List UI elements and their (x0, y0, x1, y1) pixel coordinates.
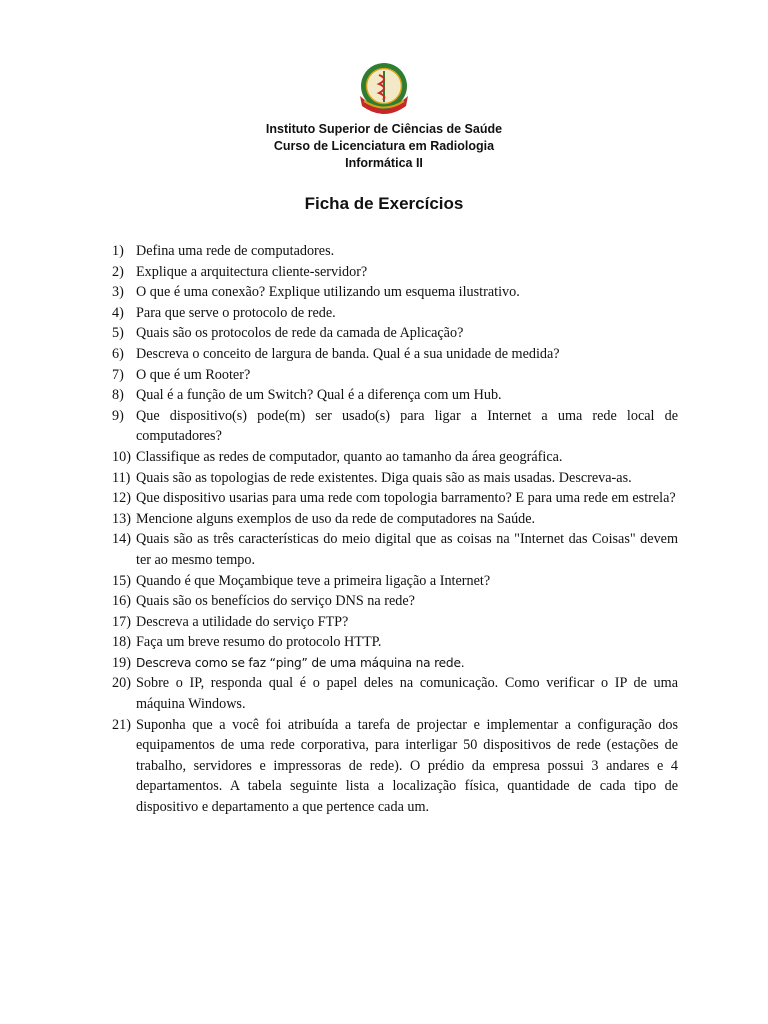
question-item (112, 632, 678, 653)
question-text: Qual é a função de um Switch? Qual é a diferença com um Hub. (136, 387, 502, 404)
question-item (112, 488, 678, 509)
question-item (112, 406, 678, 447)
question-item (112, 571, 678, 592)
question-text: Descreva a utilidade do serviço FTP? (136, 613, 349, 630)
question-text: Quais são as três características do meio digital que as coisas na "Internet das Coisas" devem ter ao mesmo tempo. (136, 531, 678, 568)
question-text: Defina uma rede de computadores. (136, 243, 335, 259)
question-text: Que dispositivo usarias para uma rede com topologia barramento? E para uma rede em estrela? (136, 490, 676, 507)
question-item (112, 673, 678, 714)
question-text: Para que serve o protocolo de rede. (136, 304, 336, 321)
question-text: O que é um Rooter? (136, 366, 251, 383)
question-text: Sobre o IP, responda qual é o papel deles na comunicação. Como verificar o IP de uma máquina Windows. (136, 675, 678, 713)
question-number: 13) (112, 510, 131, 527)
question-number: 12) (112, 490, 131, 507)
question-number: 11) (112, 469, 131, 486)
question-number: 21) (112, 716, 131, 733)
question-number: 10) (112, 448, 131, 465)
course-name: Curso de Licenciatura em Radiologia (273, 139, 495, 153)
question-text: Que dispositivo(s) pode(m) ser usado(s) para ligar a Internet a uma rede local de computadores? (136, 407, 678, 445)
question-item (112, 344, 678, 365)
question-item (112, 529, 678, 570)
question-text: Classifique as redes de computador, quanto ao tamanho da área geográfica. (136, 448, 563, 465)
question-item (112, 447, 678, 468)
question-number: 1) (112, 243, 124, 259)
question-item (112, 365, 678, 386)
question-item (112, 468, 678, 489)
institution-logo (355, 60, 413, 118)
question-number: 17) (112, 613, 131, 630)
question-list (112, 241, 678, 818)
question-text: Descreva como se faz “ping” de uma máquina na rede. (136, 655, 465, 670)
question-text: Quais são as topologias de rede existentes. Diga quais são as mais usadas. Descreva-as. (136, 469, 632, 486)
question-item (112, 385, 678, 406)
question-text: Mencione alguns exemplos de uso da rede de computadores na Saúde. (136, 510, 536, 527)
question-number: 5) (112, 325, 124, 342)
question-number: 14) (112, 531, 131, 548)
question-text: Suponha que a você foi atribuída a tarefa de projectar e implementar a configuração dos equipamentos de uma rede corporativa, para interligar 50 dispositivos de rede (estações de trabalho, servidores e impressoras de rede). O prédio da empresa possui 3 andares e 4 departamentos. A tabela seguinte lista a localização física, quantidade de cada tipo de dispositivo e departamento a que pertence cada um. (136, 716, 678, 816)
question-item (112, 323, 678, 344)
question-text: Faça um breve resumo do protocolo HTTP. (136, 634, 382, 651)
institution-name: Instituto Superior de Ciências de Saúde (265, 122, 503, 136)
document-header (0, 121, 768, 172)
question-item (112, 282, 678, 303)
question-number: 8) (112, 387, 124, 404)
question-number: 16) (112, 593, 131, 610)
question-item (112, 612, 678, 633)
question-item (112, 591, 678, 612)
question-text: Quando é que Moçambique teve a primeira ligação a Internet? (136, 572, 491, 589)
question-number: 18) (112, 634, 131, 651)
document-title: Ficha de Exercícios (304, 194, 464, 213)
question-text: O que é uma conexão? Explique utilizando um esquema ilustrativo. (136, 284, 520, 301)
question-item (112, 303, 678, 324)
question-number: 4) (112, 304, 124, 321)
question-number: 19) (112, 654, 131, 671)
subject-name: Informática II (345, 156, 423, 170)
question-number: 2) (112, 263, 124, 280)
question-number: 9) (112, 407, 124, 424)
question-text: Descreva o conceito de largura de banda. Qual é a sua unidade de medida? (136, 345, 560, 362)
question-number: 6) (112, 345, 124, 362)
question-number: 3) (112, 284, 124, 301)
question-number: 7) (112, 366, 124, 383)
question-text: Explique a arquitectura cliente-servidor? (136, 263, 368, 280)
question-number: 15) (112, 572, 131, 589)
question-item (112, 509, 678, 530)
question-text: Quais são os benefícios do serviço DNS na rede? (136, 593, 415, 610)
question-text: Quais são os protocolos de rede da camada de Aplicação? (136, 325, 464, 342)
question-item (112, 241, 678, 262)
question-item (112, 653, 678, 674)
question-number: 20) (112, 675, 131, 692)
question-item (112, 715, 678, 818)
question-item (112, 262, 678, 283)
